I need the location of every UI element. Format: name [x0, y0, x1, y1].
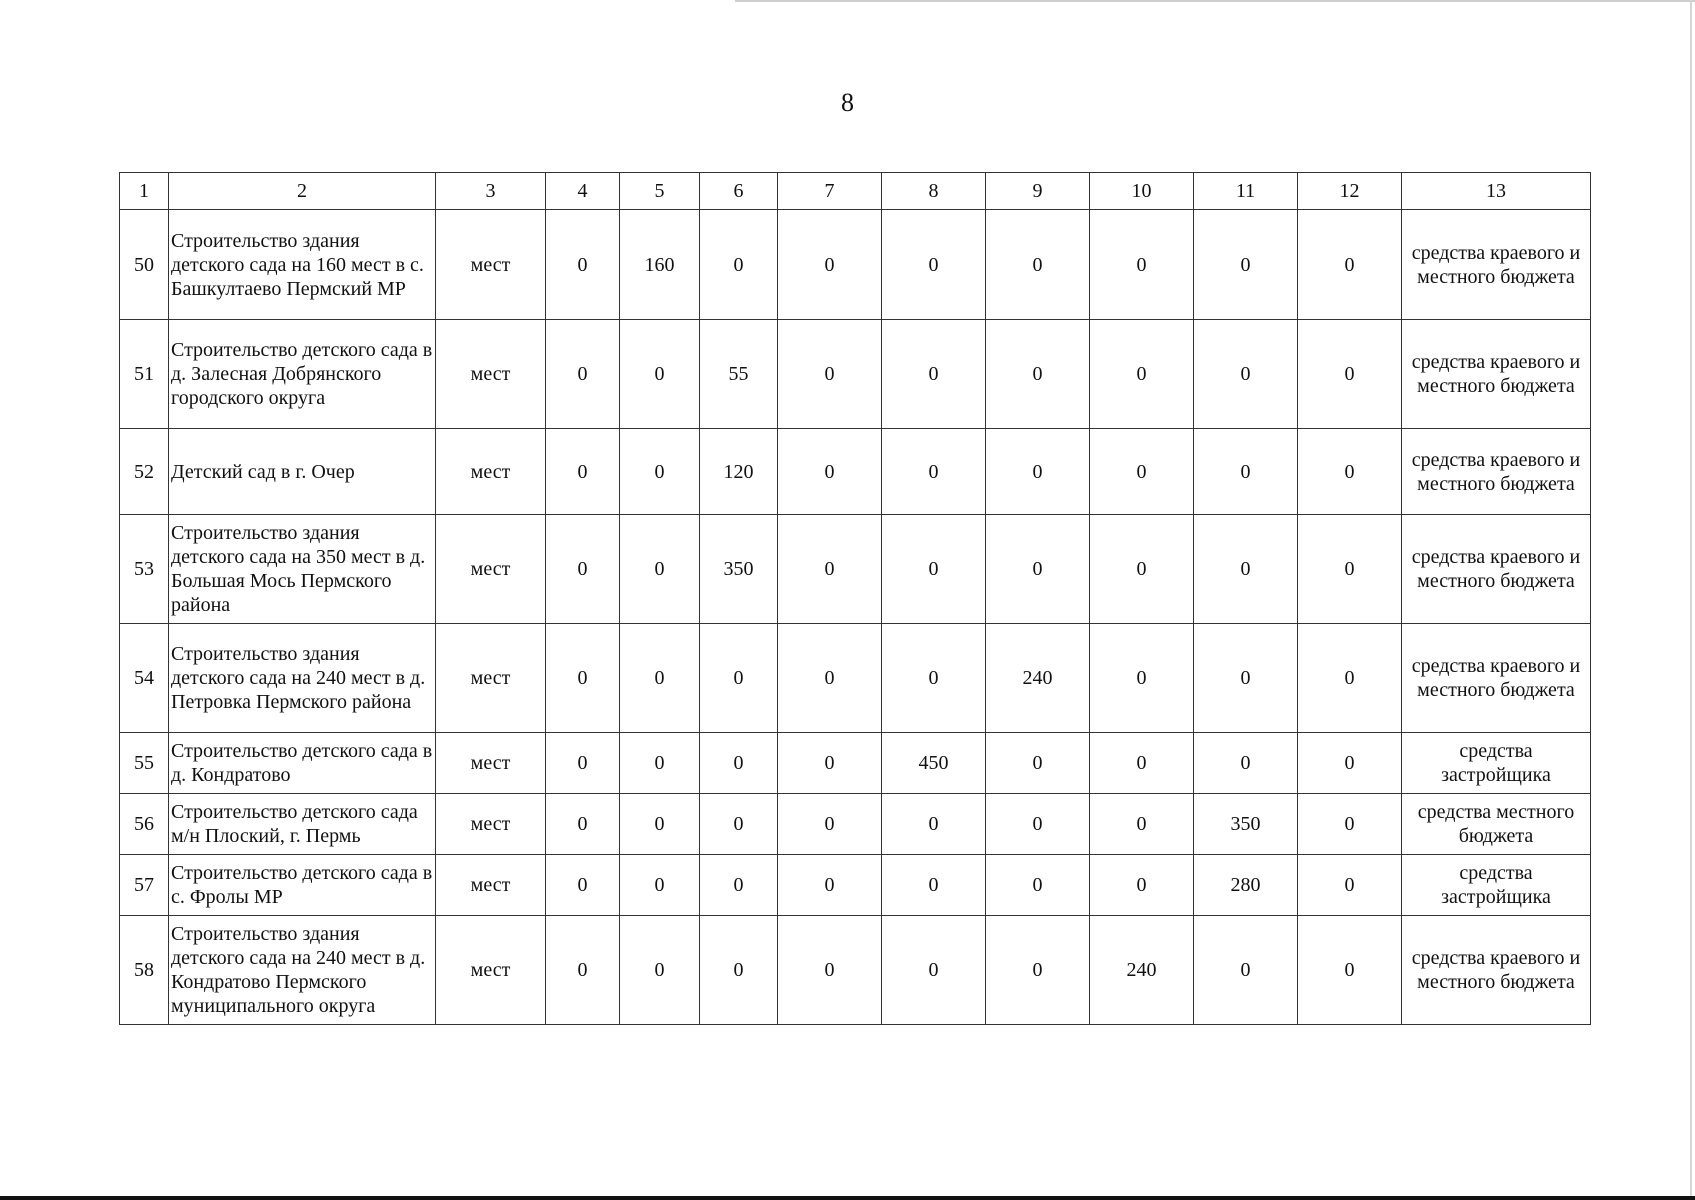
funding-source: средства краевого и местного бюджета: [1402, 320, 1591, 429]
value-cell: 0: [1194, 320, 1298, 429]
scan-edge-bottom: [0, 1196, 1695, 1200]
value-cell: 0: [1090, 624, 1194, 733]
row-number: 58: [120, 916, 169, 1025]
value-cell: 0: [882, 794, 986, 855]
value-cell: 0: [778, 320, 882, 429]
value-cell: 0: [546, 624, 620, 733]
unit-cell: мест: [436, 515, 546, 624]
value-cell: 0: [986, 320, 1090, 429]
page-number: 8: [841, 88, 854, 117]
unit-cell: мест: [436, 916, 546, 1025]
table-row: [120, 320, 1591, 429]
table-row: [120, 624, 1591, 733]
unit-cell: мест: [436, 794, 546, 855]
value-cell: 0: [1298, 794, 1402, 855]
header-cell: 1: [120, 173, 169, 210]
table-row: [120, 855, 1591, 916]
value-cell: 0: [1194, 429, 1298, 515]
header-cell: 12: [1298, 173, 1402, 210]
value-cell: 0: [1298, 624, 1402, 733]
row-number: 56: [120, 794, 169, 855]
unit-cell: мест: [436, 210, 546, 320]
object-name: Строительство здания детского сада на 240 мест в д. Петровка Пермского района: [169, 624, 436, 733]
value-cell: 0: [700, 733, 778, 794]
object-name: Строительство детского сада в д. Залесная Добрянского городского округа: [169, 320, 436, 429]
object-name: Строительство детского сада в д. Кондратово: [169, 733, 436, 794]
value-cell: 0: [546, 429, 620, 515]
value-cell: 0: [620, 733, 700, 794]
value-cell: 0: [1298, 515, 1402, 624]
value-cell: 0: [882, 855, 986, 916]
value-cell: 0: [1194, 210, 1298, 320]
value-cell: 0: [986, 916, 1090, 1025]
data-table: [119, 172, 1591, 1025]
value-cell: 0: [1090, 515, 1194, 624]
row-number: 55: [120, 733, 169, 794]
value-cell: 0: [700, 855, 778, 916]
funding-source: средства краевого и местного бюджета: [1402, 624, 1591, 733]
header-cell: 13: [1402, 173, 1591, 210]
row-number: 54: [120, 624, 169, 733]
object-name: Детский сад в г. Очер: [169, 429, 436, 515]
value-cell: 0: [700, 794, 778, 855]
header-cell: 6: [700, 173, 778, 210]
header-cell: 11: [1194, 173, 1298, 210]
value-cell: 0: [1298, 855, 1402, 916]
value-cell: 160: [620, 210, 700, 320]
value-cell: 0: [1090, 855, 1194, 916]
table-row: [120, 916, 1591, 1025]
value-cell: 240: [1090, 916, 1194, 1025]
value-cell: 0: [1194, 916, 1298, 1025]
object-name: Строительство здания детского сада на 240 мест в д. Кондратово Пермского муниципального округа: [169, 916, 436, 1025]
value-cell: 0: [1090, 794, 1194, 855]
header-cell: 4: [546, 173, 620, 210]
funding-source: средства местного бюджета: [1402, 794, 1591, 855]
value-cell: 350: [1194, 794, 1298, 855]
value-cell: 0: [700, 916, 778, 1025]
value-cell: 450: [882, 733, 986, 794]
unit-cell: мест: [436, 855, 546, 916]
value-cell: 0: [1298, 210, 1402, 320]
table-row: [120, 794, 1591, 855]
value-cell: 0: [882, 916, 986, 1025]
value-cell: 0: [986, 794, 1090, 855]
funding-source: средства краевого и местного бюджета: [1402, 916, 1591, 1025]
table-row: [120, 429, 1591, 515]
value-cell: 0: [986, 515, 1090, 624]
value-cell: 0: [778, 515, 882, 624]
row-number: 57: [120, 855, 169, 916]
value-cell: 0: [546, 210, 620, 320]
object-name: Строительство здания детского сада на 350 мест в д. Большая Мось Пермского района: [169, 515, 436, 624]
value-cell: 0: [778, 855, 882, 916]
value-cell: 0: [1298, 916, 1402, 1025]
header-cell: 3: [436, 173, 546, 210]
value-cell: 55: [700, 320, 778, 429]
value-cell: 0: [546, 320, 620, 429]
header-cell: 2: [169, 173, 436, 210]
value-cell: 0: [778, 429, 882, 515]
value-cell: 240: [986, 624, 1090, 733]
value-cell: 0: [1298, 320, 1402, 429]
row-number: 51: [120, 320, 169, 429]
unit-cell: мест: [436, 429, 546, 515]
unit-cell: мест: [436, 624, 546, 733]
value-cell: 0: [1194, 515, 1298, 624]
value-cell: 280: [1194, 855, 1298, 916]
value-cell: 0: [882, 624, 986, 733]
value-cell: 0: [620, 320, 700, 429]
value-cell: 0: [1298, 429, 1402, 515]
row-number: 53: [120, 515, 169, 624]
header-cell: 5: [620, 173, 700, 210]
value-cell: 0: [882, 429, 986, 515]
scan-edge-right: [1690, 0, 1692, 1200]
value-cell: 0: [1194, 624, 1298, 733]
value-cell: 0: [620, 624, 700, 733]
value-cell: 0: [986, 855, 1090, 916]
unit-cell: мест: [436, 320, 546, 429]
value-cell: 0: [778, 916, 882, 1025]
unit-cell: мест: [436, 733, 546, 794]
value-cell: 120: [700, 429, 778, 515]
value-cell: 0: [882, 210, 986, 320]
value-cell: 0: [620, 855, 700, 916]
value-cell: 0: [986, 429, 1090, 515]
scan-edge-top: [735, 0, 1695, 2]
value-cell: 0: [546, 794, 620, 855]
value-cell: 0: [546, 916, 620, 1025]
row-number: 50: [120, 210, 169, 320]
funding-source: средства краевого и местного бюджета: [1402, 429, 1591, 515]
value-cell: 0: [1298, 733, 1402, 794]
object-name: Строительство детского сада в с. Фролы МР: [169, 855, 436, 916]
value-cell: 0: [700, 210, 778, 320]
value-cell: 0: [778, 733, 882, 794]
header-cell: 9: [986, 173, 1090, 210]
header-row: [120, 173, 1591, 210]
funding-source: средства застройщика: [1402, 733, 1591, 794]
value-cell: 0: [546, 733, 620, 794]
funding-source: средства краевого и местного бюджета: [1402, 210, 1591, 320]
value-cell: 350: [700, 515, 778, 624]
value-cell: 0: [778, 210, 882, 320]
value-cell: 0: [546, 855, 620, 916]
row-number: 52: [120, 429, 169, 515]
value-cell: 0: [620, 429, 700, 515]
value-cell: 0: [882, 320, 986, 429]
table-row: [120, 733, 1591, 794]
value-cell: 0: [778, 794, 882, 855]
value-cell: 0: [620, 794, 700, 855]
header-cell: 10: [1090, 173, 1194, 210]
value-cell: 0: [620, 515, 700, 624]
value-cell: 0: [546, 515, 620, 624]
funding-source: средства застройщика: [1402, 855, 1591, 916]
value-cell: 0: [1090, 429, 1194, 515]
funding-source: средства краевого и местного бюджета: [1402, 515, 1591, 624]
header-cell: 7: [778, 173, 882, 210]
value-cell: 0: [986, 733, 1090, 794]
value-cell: 0: [882, 515, 986, 624]
table-row: [120, 210, 1591, 320]
object-name: Строительство здания детского сада на 160 мест в с. Башкултаево Пермский МР: [169, 210, 436, 320]
value-cell: 0: [620, 916, 700, 1025]
value-cell: 0: [1090, 733, 1194, 794]
value-cell: 0: [986, 210, 1090, 320]
object-name: Строительство детского сада м/н Плоский, г. Пермь: [169, 794, 436, 855]
value-cell: 0: [1090, 320, 1194, 429]
table-row: [120, 515, 1591, 624]
value-cell: 0: [1090, 210, 1194, 320]
value-cell: 0: [778, 624, 882, 733]
header-cell: 8: [882, 173, 986, 210]
value-cell: 0: [700, 624, 778, 733]
value-cell: 0: [1194, 733, 1298, 794]
